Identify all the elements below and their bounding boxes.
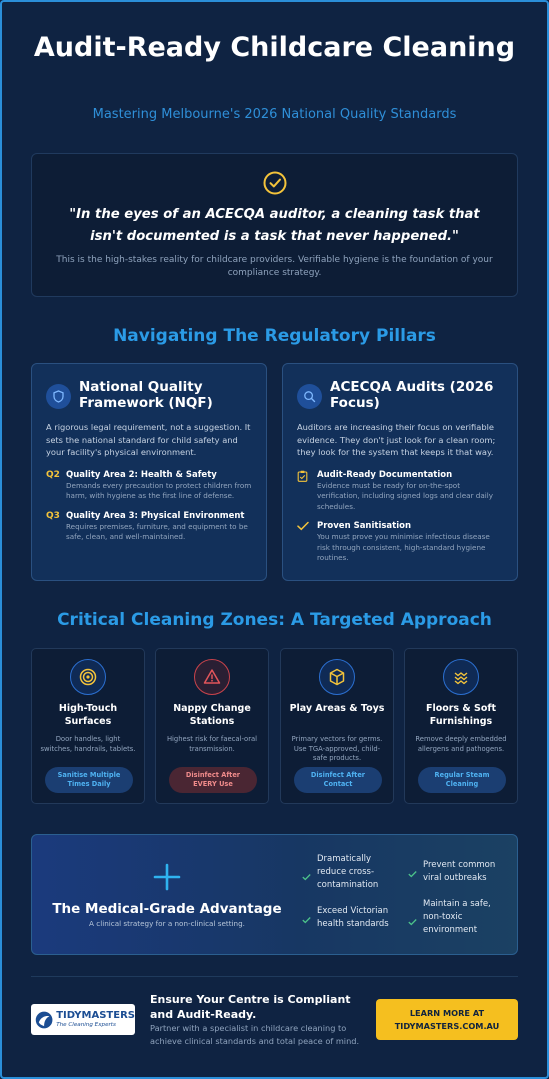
advantage-benefit-text: Exceed Victorian health standards [317,906,389,929]
pillar-point-text: Requires premises, furniture, and equipment to be safe, clean, and well-maintained. [66,521,248,541]
cta-title: Ensure Your Centre is Compliant and Audit-Ready. [150,993,351,1021]
pillar-point-title: Audit-Ready Documentation [317,469,453,480]
advantage-benefit [408,859,498,885]
page-subtitle: Mastering Melbourne's 2026 National Quality Standards [92,107,457,122]
shield-icon [46,384,71,409]
zone-text: Remove deeply embedded allergens and pathogens. [415,735,507,753]
pillar-point-mark: Q2 [46,469,60,480]
advantage-benefit [302,853,392,892]
waves-icon [443,659,479,695]
advantage-benefit-text: Prevent common viral outbreaks [423,860,496,883]
pillars-heading: Navigating The Regulatory Pillars [113,326,436,346]
zone-text: Highest risk for faecal-oral transmission. [166,735,258,753]
check-icon [302,862,311,892]
pillar-point-title: Proven Sanitisation [317,521,412,531]
zone-card-floors [404,648,518,804]
logo-tagline: The Cleaning Experts [56,1022,116,1028]
pillar-card-nqf [31,363,267,581]
zone-title: Nappy Change Stations [173,703,251,727]
advantage-benefit [408,898,498,937]
check-icon [302,909,311,931]
advantage-title: The Medical-Grade Advantage [52,901,282,917]
logo-name: TIDYMASTERS [56,1010,135,1021]
pillar-point [297,520,503,564]
check-icon [297,521,309,531]
zone-title: Play Areas & Toys [289,703,385,714]
pillar-point-text: Evidence must be ready for on-the-spot verification, including signed logs and clear daily schedules. [317,480,494,511]
check-icon [408,907,417,937]
zone-text: Primary vectors for germs. Use TGA-approved, child-safe products. [291,735,383,762]
pillar-title: ACECQA Audits (2026 Focus) [330,379,494,411]
pillar-title: National Quality Framework (NQF) [79,379,213,411]
advantage-benefit [302,905,392,931]
zone-title: High-Touch Surfaces [58,703,118,727]
pillar-point [46,510,252,543]
zone-title: Floors & Soft Furnishings [425,703,497,727]
zone-card-play-areas [280,648,394,804]
zone-tag: Disinfect After Contact [294,767,382,793]
learn-more-button[interactable]: LEARN MORE AT TIDYMASTERS.COM.AU [376,999,518,1040]
clipboard-icon [297,470,308,482]
quote-card [31,153,518,297]
zone-tag: Regular Steam Cleaning [418,767,506,793]
pillar-point-text: Demands every precaution to protect children from harm, with hygiene as the first line of defense. [66,480,252,500]
pillar-body: Auditors are increasing their focus on verifiable evidence. They don't just look for a clean room; they look for the system that keeps it that way. [297,422,496,457]
advantage-panel [31,834,518,955]
logo-mark-icon [35,1008,53,1032]
pillar-point [297,469,503,513]
zone-tag: Sanitise Multiple Times Daily [45,767,133,793]
magnifier-icon [297,384,322,409]
pillar-point-mark: Q3 [46,510,60,521]
footer-divider [31,976,518,977]
advantage-benefit-text: Maintain a safe, non-toxic environment [423,899,491,935]
check-icon [408,863,417,885]
pillar-point-text: You must prove you minimise infectious disease risk through consistent, high-standard hygiene routines. [317,532,490,562]
zone-card-high-touch [31,648,145,804]
quote-text: "In the eyes of an ACECQA auditor, a cleaning task that isn't documented is a task that never happened." [69,207,480,244]
plus-icon [153,863,181,891]
page-title: Audit-Ready Childcare Cleaning [33,32,516,63]
pillar-card-acecqa [282,363,518,581]
tidymasters-logo [31,1004,135,1035]
zone-tag: Disinfect After EVERY Use [169,767,257,793]
pillar-body: A rigorous legal requirement, not a suggestion. It sets the national standard for child safety and your facility's physical environment. [46,422,251,457]
pillar-point [46,469,252,502]
quote-subtext: This is the high-stakes reality for childcare providers. Verifiable hygiene is the foundation of your compliance strategy. [56,255,493,278]
target-icon [70,659,106,695]
warning-icon [194,659,230,695]
cube-icon [319,659,355,695]
advantage-subtitle: A clinical strategy for a non-clinical setting. [89,919,245,928]
zones-heading: Critical Cleaning Zones: A Targeted Approach [57,610,492,630]
cta-text: Partner with a specialist in childcare cleaning to achieve clinical standards and total peace of mind. [150,1023,360,1046]
zone-text: Door handles, light switches, handrails, tablets. [40,735,136,753]
pillar-point-title: Quality Area 2: Health & Safety [66,469,217,480]
check-circle-icon [262,170,288,196]
pillar-point-title: Quality Area 3: Physical Environment [66,510,245,521]
advantage-benefit-text: Dramatically reduce cross-contamination [317,854,379,890]
zone-card-nappy-change [155,648,269,804]
